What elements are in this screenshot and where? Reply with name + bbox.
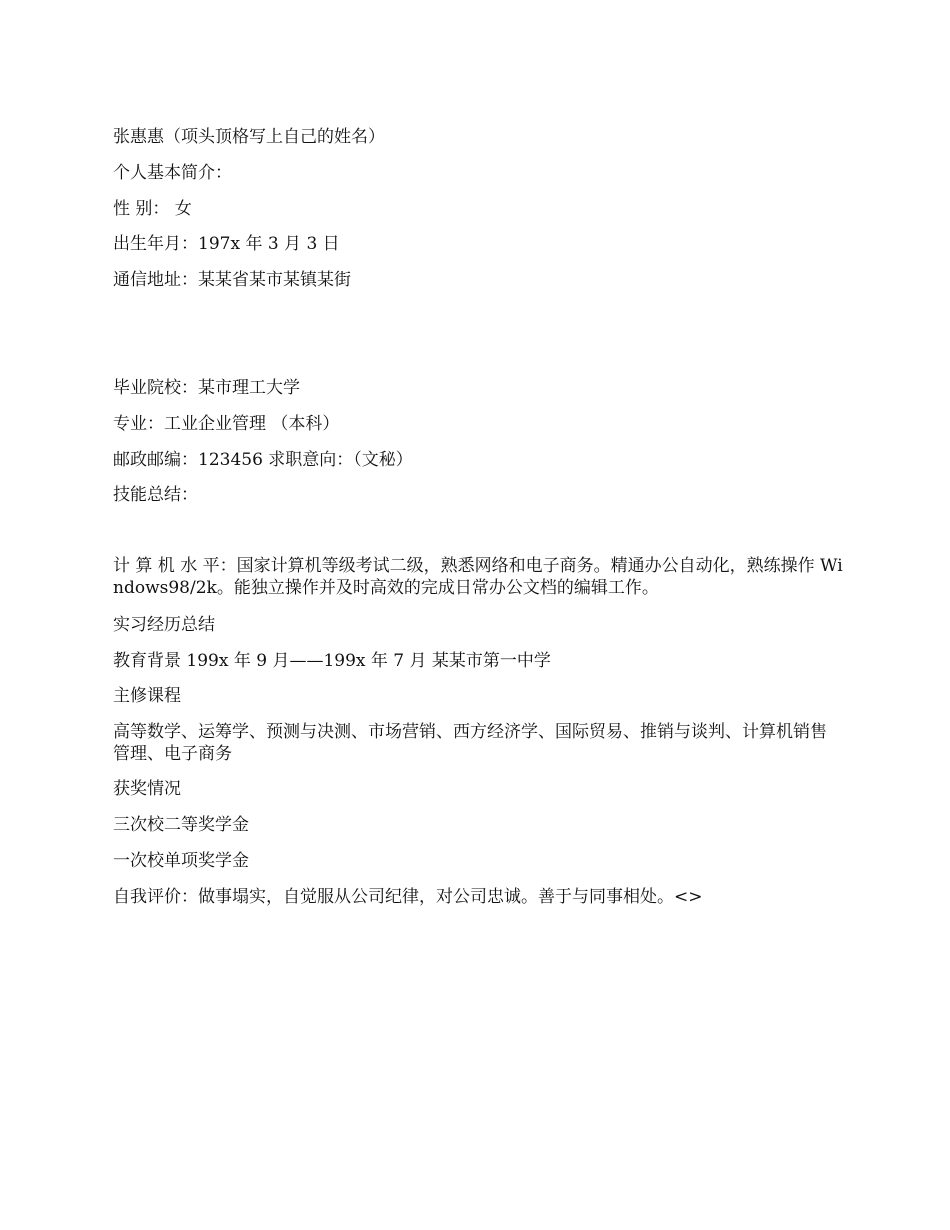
- internship-heading: 实习经历总结: [113, 615, 215, 635]
- award-item: 一次校单项奖学金: [113, 851, 249, 871]
- award-item: 三次校二等奖学金: [113, 815, 249, 835]
- address-line: 通信地址：某某省某市某镇某街: [113, 270, 351, 290]
- name-line: 张惠惠（项头顶格写上自己的姓名）: [113, 127, 385, 147]
- intro-heading: 个人基本简介：: [113, 163, 232, 183]
- postal-objective-line: 邮政邮编：123456 求职意向：（文秘）: [113, 450, 413, 470]
- courses-paragraph: 高等数学、运筹学、预测与决测、市场营销、西方经济学、国际贸易、推销与谈判、计算机销售管理、电子商务: [113, 722, 827, 764]
- courses-heading: 主修课程: [113, 686, 181, 706]
- birth-line: 出生年月：197x 年 3 月 3 日: [113, 234, 340, 254]
- education-line: 教育背景 199x 年 9 月——199x 年 7 月 某某市第一中学: [113, 651, 551, 671]
- computer-skills-paragraph: 计 算 机 水 平：国家计算机等级考试二级，熟悉网络和电子商务。精通办公自动化，熟练操作 Windows98/2k。能独立操作并及时高效的完成日常办公文档的编辑工作。: [113, 556, 843, 598]
- major-line: 专业：工业企业管理 （本科）: [113, 414, 340, 434]
- skills-heading: 技能总结：: [113, 485, 198, 505]
- awards-heading: 获奖情况: [113, 779, 181, 799]
- gender-line: 性 别： 女: [113, 199, 192, 219]
- self-evaluation-line: 自我评价：做事塌实，自觉服从公司纪律，对公司忠诚。善于与同事相处。<>: [113, 887, 703, 907]
- school-line: 毕业院校：某市理工大学: [113, 378, 300, 398]
